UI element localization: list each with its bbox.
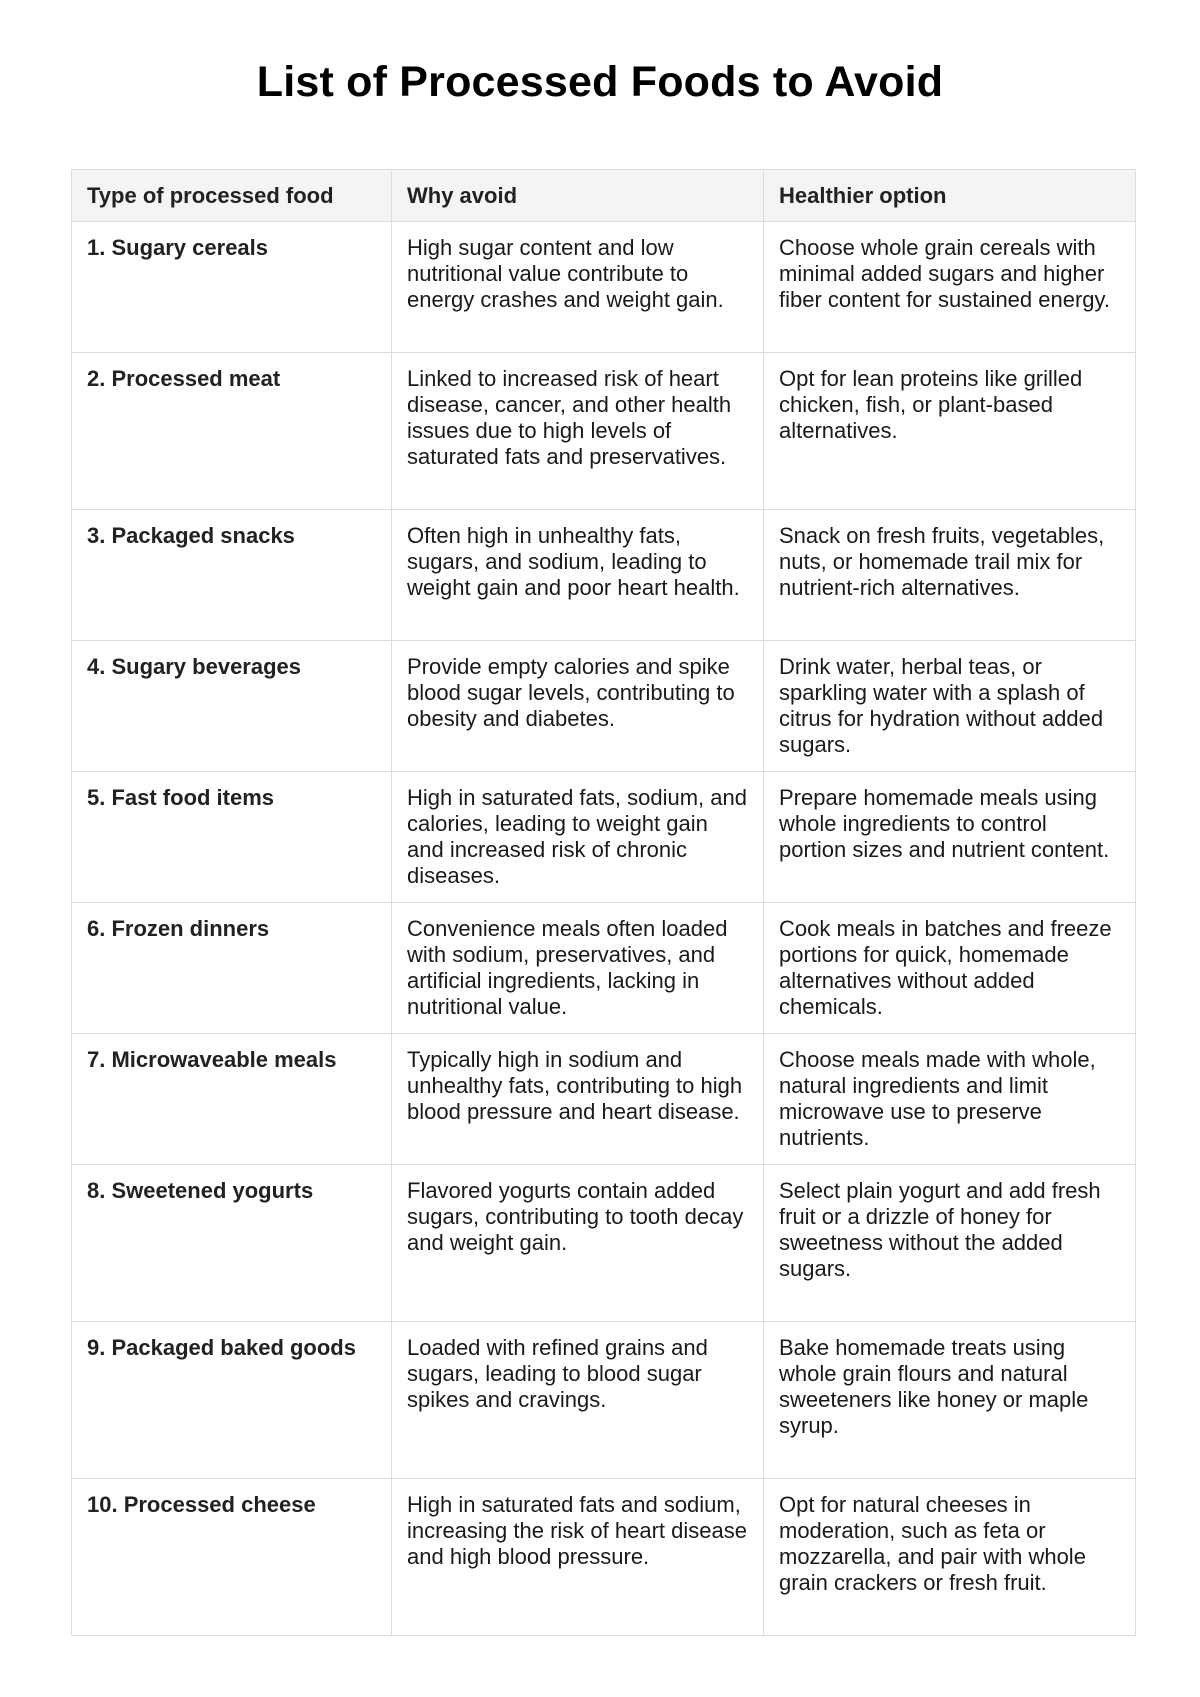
healthier-option: Snack on fresh fruits, vegetables, nuts, or homemade trail mix for nutrient-rich alternatives. [764, 510, 1136, 641]
why-avoid: Convenience meals often loaded with sodium, preservatives, and artificial ingredients, lacking in nutritional value. [392, 903, 764, 1034]
page-title: List of Processed Foods to Avoid [256, 58, 944, 106]
why-avoid: Linked to increased risk of heart disease, cancer, and other health issues due to high levels of saturated fats and preservatives. [392, 353, 764, 510]
why-avoid: Flavored yogurts contain added sugars, contributing to tooth decay and weight gain. [392, 1165, 764, 1322]
header-option: Healthier option [764, 170, 1136, 222]
table-row [72, 1322, 1136, 1479]
healthier-option: Cook meals in batches and freeze portions for quick, homemade alternatives without added chemicals. [764, 903, 1136, 1034]
why-avoid: Often high in unhealthy fats, sugars, and sodium, leading to weight gain and poor heart health. [392, 510, 764, 641]
healthier-option: Drink water, herbal teas, or sparkling water with a splash of citrus for hydration without added sugars. [764, 641, 1136, 772]
why-avoid: Loaded with refined grains and sugars, leading to blood sugar spikes and cravings. [392, 1322, 764, 1479]
table-row [72, 772, 1136, 903]
table-row [72, 641, 1136, 772]
food-type: 5. Fast food items [72, 772, 392, 903]
table-row [72, 1479, 1136, 1636]
header-why: Why avoid [392, 170, 764, 222]
healthier-option: Prepare homemade meals using whole ingredients to control portion sizes and nutrient content. [764, 772, 1136, 903]
table-row [72, 510, 1136, 641]
table-row [72, 903, 1136, 1034]
table-row [72, 1165, 1136, 1322]
food-type: 7. Microwaveable meals [72, 1034, 392, 1165]
why-avoid: Provide empty calories and spike blood sugar levels, contributing to obesity and diabetes. [392, 641, 764, 772]
food-type: 2. Processed meat [72, 353, 392, 510]
table-header-row [72, 170, 1136, 222]
why-avoid: High in saturated fats and sodium, increasing the risk of heart disease and high blood pressure. [392, 1479, 764, 1636]
healthier-option: Choose meals made with whole, natural ingredients and limit microwave use to preserve nutrients. [764, 1034, 1136, 1165]
table-row [72, 1034, 1136, 1165]
food-type: 1. Sugary cereals [72, 222, 392, 353]
food-type: 6. Frozen dinners [72, 903, 392, 1034]
why-avoid: High sugar content and low nutritional value contribute to energy crashes and weight gain. [392, 222, 764, 353]
table-row [72, 222, 1136, 353]
foods-table [71, 169, 1136, 1636]
why-avoid: Typically high in sodium and unhealthy fats, contributing to high blood pressure and heart disease. [392, 1034, 764, 1165]
healthier-option: Select plain yogurt and add fresh fruit or a drizzle of honey for sweetness without the added sugars. [764, 1165, 1136, 1322]
healthier-option: Opt for natural cheeses in moderation, such as feta or mozzarella, and pair with whole grain crackers or fresh fruit. [764, 1479, 1136, 1636]
why-avoid: High in saturated fats, sodium, and calories, leading to weight gain and increased risk of chronic diseases. [392, 772, 764, 903]
healthier-option: Bake homemade treats using whole grain flours and natural sweeteners like honey or maple syrup. [764, 1322, 1136, 1479]
food-type: 8. Sweetened yogurts [72, 1165, 392, 1322]
header-type: Type of processed food [72, 170, 392, 222]
food-type: 4. Sugary beverages [72, 641, 392, 772]
healthier-option: Choose whole grain cereals with minimal added sugars and higher fiber content for sustained energy. [764, 222, 1136, 353]
food-type: 10. Processed cheese [72, 1479, 392, 1636]
table-row [72, 353, 1136, 510]
healthier-option: Opt for lean proteins like grilled chicken, fish, or plant-based alternatives. [764, 353, 1136, 510]
food-type: 9. Packaged baked goods [72, 1322, 392, 1479]
food-type: 3. Packaged snacks [72, 510, 392, 641]
